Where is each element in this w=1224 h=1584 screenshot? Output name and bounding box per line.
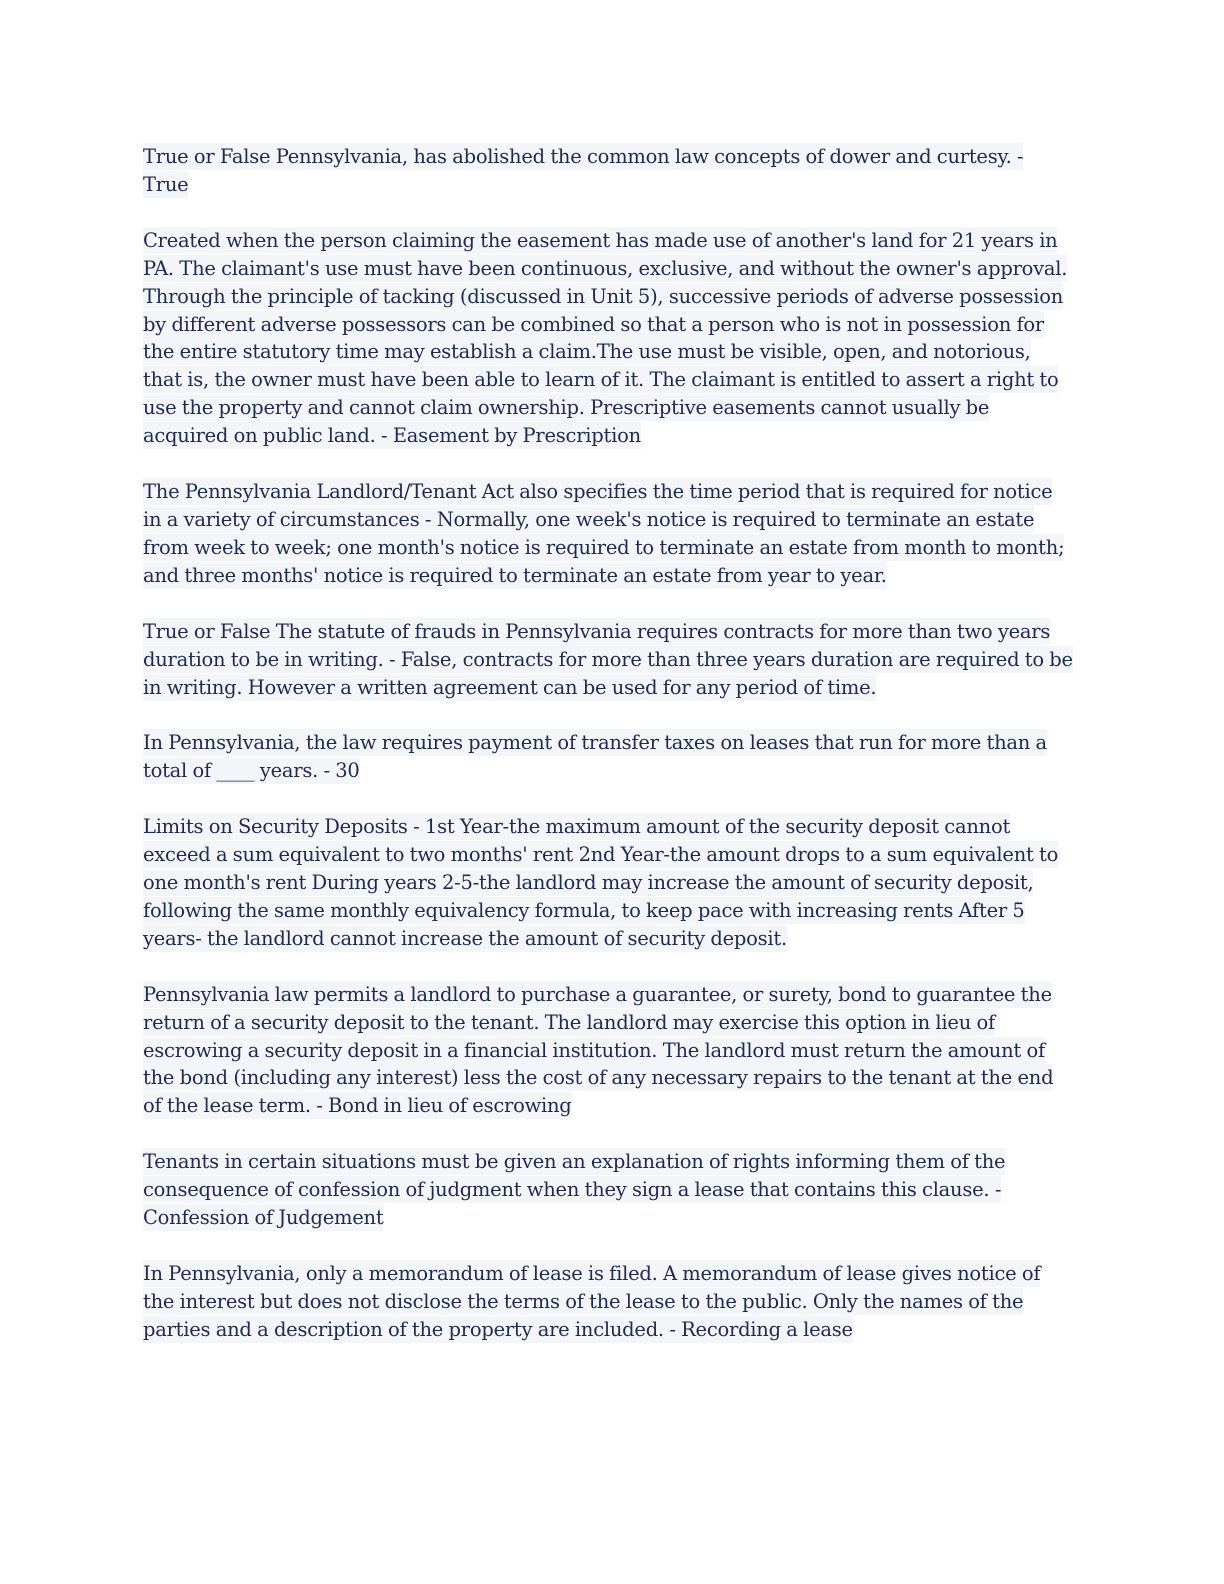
paragraph-text: The Pennsylvania Landlord/Tenant Act also specifies the time period that is required for notice in a variety of circumstances - Normally, one week's notice is required to terminate an estate from week to week; one month's notice is required to terminate an estate from month to month; and three months' notice is required to terminate an estate from year to year. [143, 480, 1065, 587]
flashcard-confession-of-judgement [143, 1148, 1073, 1232]
flashcard-security-deposit-limits [143, 813, 1073, 953]
paragraph-text: Tenants in certain situations must be given an explanation of rights informing them of the consequence of confession of judgment when they sign a lease that contains this clause. - Confession of Judgement [143, 1150, 1006, 1230]
paragraph-text: In Pennsylvania, only a memorandum of lease is filed. A memorandum of lease gives notice of the interest but does not disclose the terms of the lease to the public. Only the names of the parties and a description of the property are included. - Recording a lease [143, 1262, 1041, 1341]
flashcard-recording-lease [143, 1260, 1073, 1344]
paragraph-text: Pennsylvania law permits a landlord to purchase a guarantee, or surety, bond to guarantee the return of a security deposit to the tenant. The landlord may exercise this option in lieu of escrowing a security deposit in a financial institution. The landlord must return the amount of the bond (including any interest) less the cost of any necessary repairs to the tenant at the end of the lease term. - Bond in lieu of escrowing [143, 982, 1054, 1118]
paragraph-text: Created when the person claiming the easement has made use of another's land for 21 years in PA. The claimant's use must have been continuous, exclusive, and without the owner's approval. Through the principle of tacking (discussed in Unit 5), successive periods of adverse possession by different adverse possessors can be combined so that a person who is not in possession for the entire statutory time may establish a claim.The use must be visible, open, and notorious, that is, the owner must have been able to learn of it. The claimant is entitled to assert a right to use the property and cannot claim ownership. Prescriptive easements cannot usually be acquired on public land. - Easement by Prescription [143, 228, 1068, 448]
paragraph-text: True or False The statute of frauds in Pennsylvania requires contracts for more than two years duration to be in writing. - False, contracts for more than three years duration are required to be in writing. However a written agreement can be used for any period of time. [143, 619, 1073, 699]
paragraph-text: In Pennsylvania, the law requires payment of transfer taxes on leases that run for more than a total of ____ years. - 30 [143, 731, 1047, 783]
flashcard-transfer-taxes [143, 729, 1073, 785]
flashcard-statute-of-frauds [143, 618, 1073, 702]
flashcard-dower-curtesy [143, 143, 1073, 199]
flashcard-bond-in-lieu [143, 981, 1073, 1121]
flashcard-easement-by-prescription [143, 227, 1073, 450]
paragraph-text: True or False Pennsylvania, has abolished the common law concepts of dower and curtesy. - True [143, 145, 1024, 196]
document-page [143, 143, 1073, 1372]
paragraph-text: Limits on Security Deposits - 1st Year-the maximum amount of the security deposit cannot exceed a sum equivalent to two months' rent 2nd Year-the amount drops to a sum equivalent to one month's rent During years 2-5-the landlord may increase the amount of security deposit, following the same monthly equivalency formula, to keep pace with increasing rents After 5 years- the landlord cannot increase the amount of security deposit. [143, 815, 1059, 950]
flashcard-notice-periods [143, 478, 1073, 590]
